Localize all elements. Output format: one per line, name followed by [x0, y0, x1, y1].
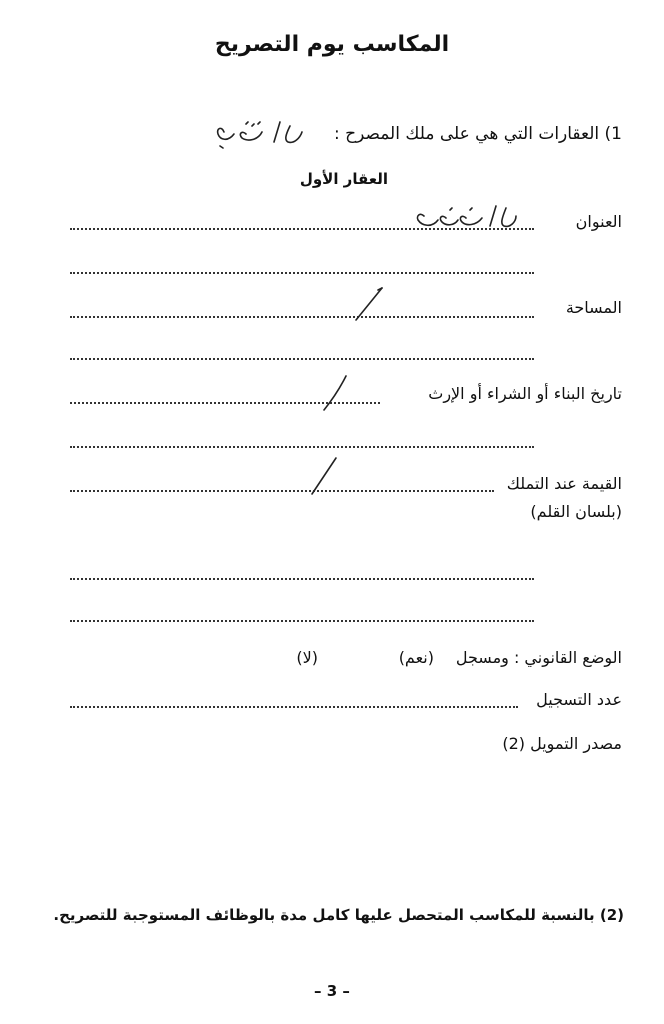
area-slash-icon — [350, 284, 390, 324]
value-slash-icon — [304, 454, 344, 496]
section-heading: 1) العقارات التي هي على ملك المصرح : — [334, 124, 622, 144]
legal-status-label: الوضع القانوني : ومسجل — [455, 648, 622, 667]
value-line-2[interactable] — [70, 578, 534, 580]
value-line-3[interactable] — [70, 620, 534, 622]
handwritten-answer-icon — [208, 112, 308, 154]
property-title: العقار الأول — [299, 170, 388, 188]
date-slash-icon — [318, 372, 354, 412]
date-line-2[interactable] — [70, 446, 534, 448]
registration-line[interactable] — [70, 706, 518, 708]
funding-label: مصدر التمويل (2) — [502, 734, 622, 753]
value-note: (بلسان القلم) — [530, 502, 622, 521]
value-label: القيمة عند التملك — [506, 474, 622, 493]
no-option[interactable]: (لا) — [296, 648, 318, 667]
address-line-2[interactable] — [70, 272, 534, 274]
page-number: – 3 – — [314, 982, 350, 1000]
area-line-2[interactable] — [70, 358, 534, 360]
value-line[interactable] — [70, 490, 494, 492]
area-label: المساحة — [565, 298, 622, 317]
address-label: العنوان — [575, 212, 622, 231]
page-title: المكاسب يوم التصريح — [214, 32, 450, 57]
footnote: (2) بالنسبة للمكاسب المتحصل عليها كامل مدة بالوظائف المستوجبة للتصريح. — [53, 906, 624, 924]
yes-option[interactable]: (نعم) — [398, 648, 434, 667]
area-line[interactable] — [70, 316, 534, 318]
registration-label: عدد التسجيل — [536, 690, 622, 709]
address-handwritten-icon — [410, 200, 520, 236]
date-label: تاريخ البناء أو الشراء أو الإرث — [428, 384, 622, 403]
